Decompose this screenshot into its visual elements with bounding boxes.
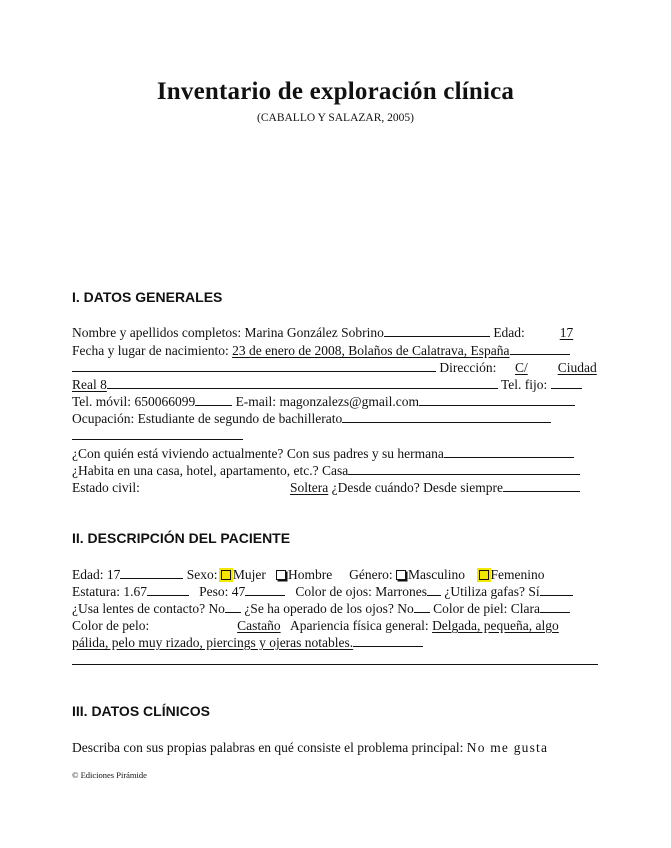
appearance-continuation-line xyxy=(72,664,598,665)
birth-row xyxy=(72,342,570,359)
occupation-row xyxy=(72,410,551,427)
document-subtitle: (CABALLO Y SALAZAR, 2005) xyxy=(257,112,414,124)
eyes-blank xyxy=(427,583,441,596)
birth-label: Fecha y lugar de nacimiento: xyxy=(72,343,233,358)
address-blank xyxy=(72,359,436,372)
address-value-1[interactable]: C/ xyxy=(514,360,528,375)
name-blank xyxy=(384,324,490,337)
appearance-value-2[interactable]: pálida, pelo muy rizado, piercings y ojeras notables. xyxy=(72,635,354,650)
sex-gender-row xyxy=(72,566,545,583)
problem-prompt: Describa con sus propias palabras en qué consiste el problema principal: xyxy=(72,740,467,755)
birth-blank xyxy=(510,342,570,355)
sex-option-mujer: Mujer xyxy=(232,567,266,582)
lenses-value[interactable]: No xyxy=(208,601,225,616)
name-row xyxy=(72,324,573,341)
sex-mujer-checkbox[interactable] xyxy=(221,570,231,580)
gender-option-masculino: Masculino xyxy=(408,567,465,582)
weight-label: Peso: xyxy=(199,584,232,599)
height-label: Estatura: xyxy=(72,584,124,599)
skin-value[interactable]: Clara xyxy=(510,601,541,616)
name-label: Nombre y apellidos completos: xyxy=(72,325,245,340)
gender-option-femenino: Femenino xyxy=(490,567,545,582)
mobile-row xyxy=(72,393,575,410)
surgery-value[interactable]: No xyxy=(397,601,414,616)
occupation-blank xyxy=(342,410,551,423)
address-value-3[interactable]: Real 8 xyxy=(72,377,107,392)
address-blank-2 xyxy=(107,376,498,389)
address-value-2[interactable]: Ciudad xyxy=(557,360,597,375)
civil-label: Estado civil: xyxy=(72,480,144,495)
section-heading-descripcion: II. DESCRIPCIÓN DEL PACIENTE xyxy=(72,530,291,546)
occupation-label: Ocupación: xyxy=(72,411,138,426)
housing-row xyxy=(72,462,580,479)
housing-blank xyxy=(348,462,580,475)
appearance-label: Apariencia física general: xyxy=(290,618,433,633)
mobile-label: Tel. móvil: xyxy=(72,394,135,409)
mobile-value[interactable]: 650066099 xyxy=(134,394,196,409)
civil-row xyxy=(72,479,580,496)
document-title: Inventario de exploración clínica xyxy=(156,78,515,105)
living-with-label: ¿Con quién está viviendo actualmente? xyxy=(72,446,287,461)
skin-label: Color de piel: xyxy=(433,601,511,616)
email-value[interactable]: magonzalezs@gmail.com xyxy=(279,394,419,409)
appearance-value-1[interactable]: Delgada, pequeña, algo xyxy=(432,618,559,633)
age-label: Edad: xyxy=(489,325,529,340)
glasses-blank xyxy=(540,583,573,596)
since-blank xyxy=(503,479,580,492)
lenses-blank xyxy=(225,600,241,613)
living-with-row xyxy=(72,445,574,462)
problem-row xyxy=(72,739,548,756)
footer-copyright: © Ediciones Pirámide xyxy=(72,770,147,780)
phone-fixed-label: Tel. fijo: xyxy=(497,377,551,392)
address-row-2 xyxy=(72,376,582,393)
sex-option-hombre: Hombre xyxy=(288,567,333,582)
lenses-label: ¿Usa lentes de contacto? xyxy=(72,601,209,616)
hair-value[interactable]: Castaño xyxy=(237,618,281,633)
surgery-blank xyxy=(414,600,430,613)
living-with-value[interactable]: Con sus padres y su hermana xyxy=(286,446,444,461)
weight-blank xyxy=(245,583,285,596)
gender-masculino-checkbox[interactable] xyxy=(396,570,406,580)
section-heading-datos-clinicos: III. DATOS CLÍNICOS xyxy=(72,703,210,719)
mobile-blank xyxy=(195,393,232,406)
weight-value[interactable]: 47 xyxy=(231,584,246,599)
skin-blank xyxy=(540,600,570,613)
sex-label: Sexo: xyxy=(186,567,221,582)
hair-label: Color de pelo: xyxy=(72,618,153,633)
eyes-value[interactable]: Marrones xyxy=(375,584,427,599)
living-with-blank xyxy=(444,445,574,458)
address-row xyxy=(72,359,597,376)
address-label: Dirección: xyxy=(436,360,500,375)
glasses-value[interactable]: Sí xyxy=(528,584,540,599)
gender-femenino-checkbox[interactable] xyxy=(479,570,489,580)
civil-value[interactable]: Soltera xyxy=(290,480,329,495)
since-value[interactable]: Desde siempre xyxy=(423,480,503,495)
birth-value[interactable]: 23 de enero de 2008, Bolaños de Calatrava, España xyxy=(232,343,510,358)
housing-value[interactable]: Casa xyxy=(322,463,349,478)
lenses-row xyxy=(72,600,570,617)
patient-age-blank xyxy=(120,566,183,579)
age-value[interactable]: 17 xyxy=(559,325,574,340)
email-blank xyxy=(419,393,575,406)
since-label: ¿Desde cuándo? xyxy=(328,480,424,495)
occupation-value[interactable]: Estudiante de segundo de bachillerato xyxy=(137,411,343,426)
sex-hombre-checkbox[interactable] xyxy=(276,570,286,580)
name-value[interactable]: Marina González Sobrino xyxy=(244,325,384,340)
eyes-label: Color de ojos: xyxy=(295,584,376,599)
gender-label: Género: xyxy=(349,567,396,582)
patient-age-value[interactable]: 17 xyxy=(106,567,121,582)
housing-label: ¿Habita en una casa, hotel, apartamento, etc.? xyxy=(72,463,323,478)
height-weight-row xyxy=(72,583,573,600)
height-blank xyxy=(147,583,189,596)
occupation-continuation-line xyxy=(72,439,243,440)
email-label: E-mail: xyxy=(232,394,280,409)
height-value[interactable]: 1.67 xyxy=(123,584,147,599)
appearance-row-2 xyxy=(72,634,423,651)
section-heading-datos-generales: I. DATOS GENERALES xyxy=(72,289,223,305)
surgery-label: ¿Se ha operado de los ojos? xyxy=(244,601,398,616)
appearance-blank xyxy=(353,634,423,647)
problem-answer[interactable]: No me gusta xyxy=(466,740,549,755)
glasses-label: ¿Utiliza gafas? xyxy=(444,584,529,599)
hair-row xyxy=(72,617,559,634)
phone-fixed-blank[interactable] xyxy=(551,376,582,389)
patient-age-label: Edad: xyxy=(72,567,107,582)
